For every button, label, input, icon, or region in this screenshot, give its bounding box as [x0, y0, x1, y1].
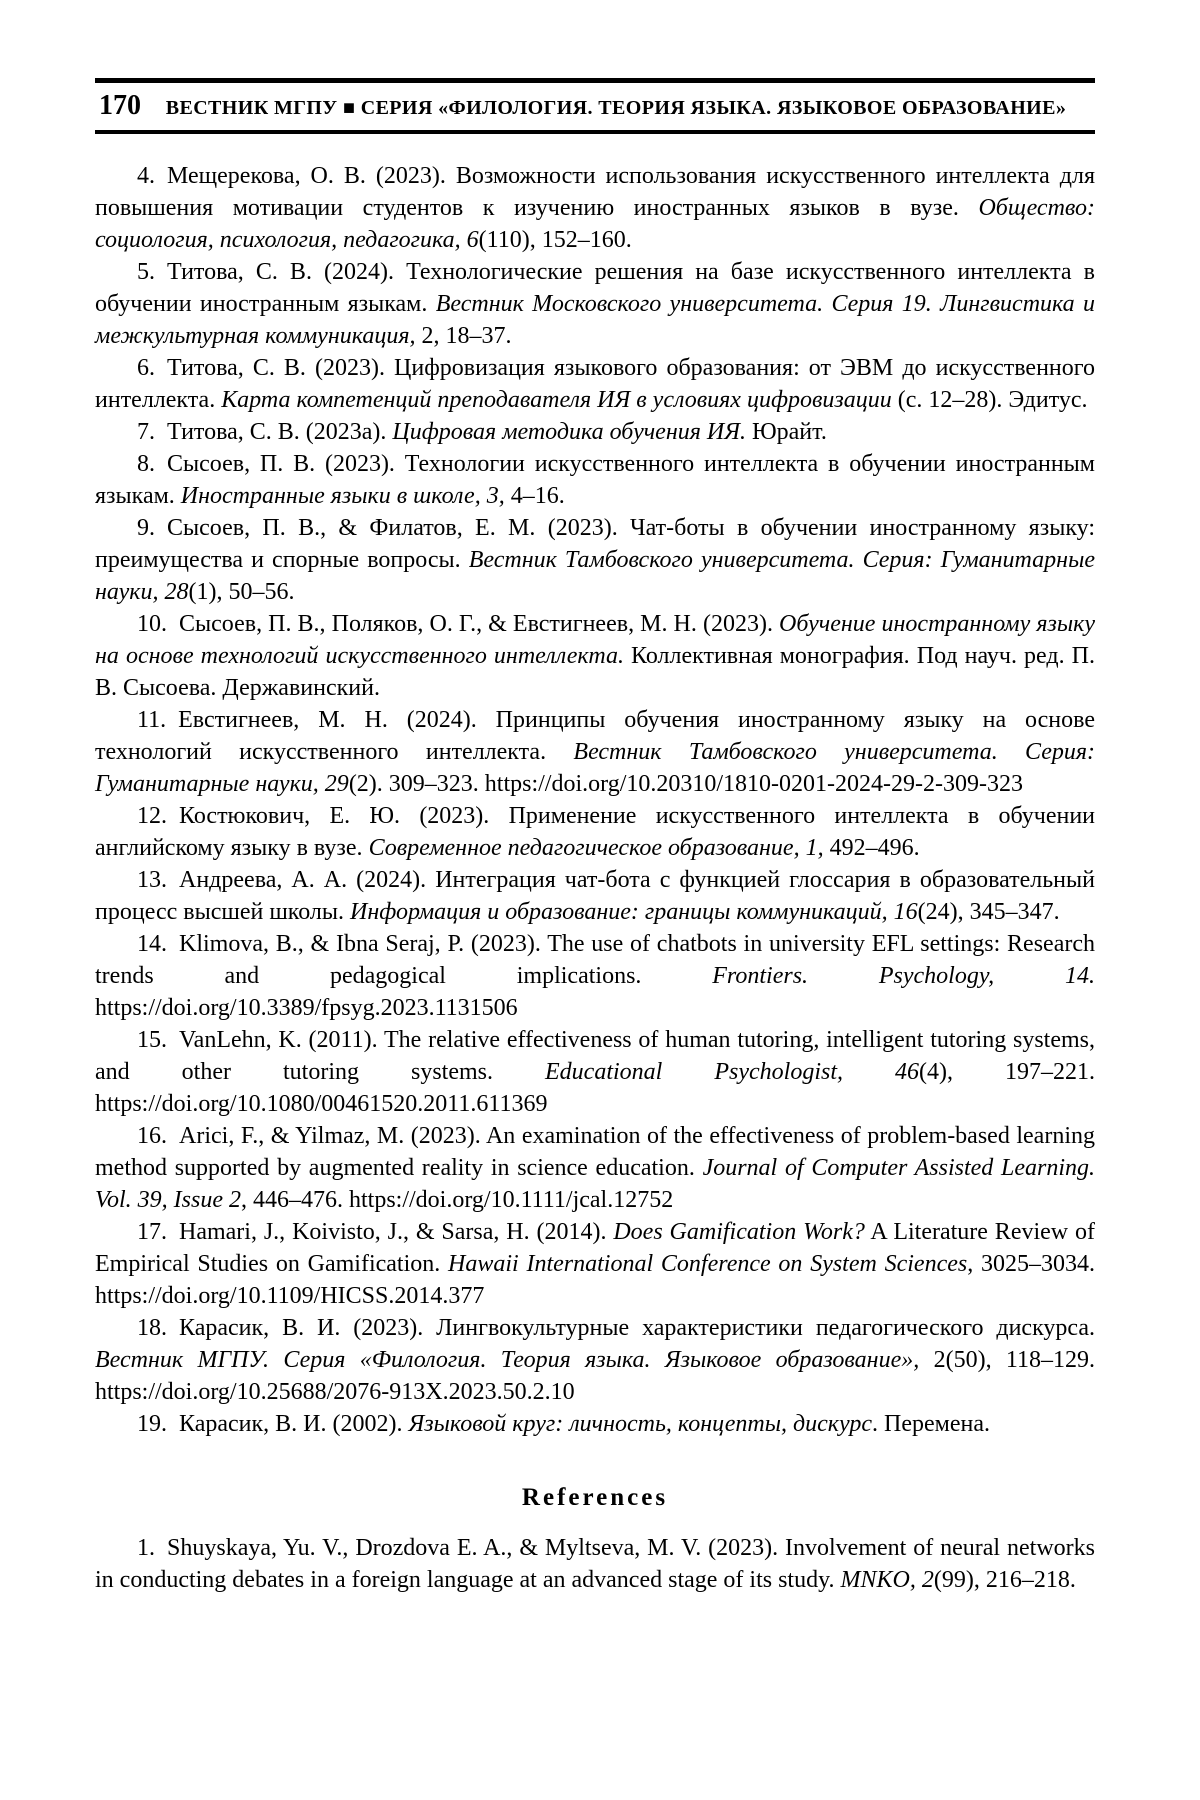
reference-segment-italic: Общество: социология, психология, педагогика, 6 [95, 195, 1095, 253]
reference-segment-italic: Языковой круг: личность, концепты, дискурс [408, 1411, 872, 1437]
reference-item [95, 704, 1095, 800]
reference-segment: (с. 12–28). Эдитус. [891, 387, 1088, 413]
reference-item [95, 1408, 1095, 1440]
reference-number: 4. [137, 163, 167, 189]
reference-segment-italic: Современное педагогическое образование, 1, [368, 835, 824, 861]
reference-item [95, 928, 1095, 1024]
reference-segment: , 446–476. https://doi.org/10.1111/jcal.12752 [241, 1187, 674, 1213]
header-bottom-rule [95, 130, 1095, 134]
reference-segment: Андреева, А. А. (2024). Интеграция чат-бота с функцией глоссария в образовательный процесс высшей школы. [95, 867, 1095, 925]
reference-segment: Титова, С. В. (2024). Технологические решения на базе искусственного интеллекта в обучении иностранным языкам. [95, 259, 1095, 317]
reference-segment: 492–496. [823, 835, 920, 861]
reference-item [95, 512, 1095, 608]
reference-segment: Титова, С. В. (2023). Цифровизация языкового образования: от ЭВМ до искусственного интеллекта. [95, 355, 1095, 413]
reference-number: 15. [137, 1027, 179, 1053]
reference-segment: Костюкович, Е. Ю. (2023). Применение искусственного интеллекта в обучении английскому языку в вузе. [95, 803, 1095, 861]
reference-segment: Arici, F., & Yilmaz, M. (2023). An examination of the effectiveness of problem-based learning method supported by augmented reality in science education. [95, 1123, 1095, 1181]
reference-segment: (24), 345–347. [917, 899, 1060, 925]
reference-segment: (99), 216–218. [933, 1567, 1076, 1593]
reference-number: 12. [137, 803, 179, 829]
reference-item [95, 1216, 1095, 1312]
page-number: 170 [99, 90, 141, 121]
header-row [95, 83, 1095, 130]
reference-item [95, 448, 1095, 512]
reference-segment-italic: Иностранные языки в школе, 3, [180, 483, 505, 509]
reference-segment: https://doi.org/10.3389/fpsyg.2023.1131506 [95, 995, 518, 1021]
reference-item [95, 352, 1095, 416]
reference-segment: A Literature Review of Empirical Studies on Gamification. [95, 1219, 1095, 1277]
reference-item [95, 1312, 1095, 1408]
journal-series-title: ВЕСТНИК МГПУ ■ СЕРИЯ «ФИЛОЛОГИЯ. ТЕОРИЯ ЯЗЫКА. ЯЗЫКОВОЕ ОБРАЗОВАНИЕ» [165, 97, 1067, 119]
reference-segment: Klimova, B., & Ibna Seraj, P. (2023). The use of chatbots in university EFL settings: Research trends and pedagogical implications. [95, 931, 1095, 989]
reference-number: 8. [137, 451, 167, 477]
reference-item [95, 1024, 1095, 1120]
reference-segment-italic: Информация и образование: границы коммуникаций, 16 [350, 899, 918, 925]
reference-number: 18. [137, 1315, 179, 1341]
reference-segment: Титова, С. В. (2023а). [167, 419, 393, 445]
reference-segment: Hamari, J., Koivisto, J., & Sarsa, H. (2014). [179, 1219, 614, 1245]
reference-item [95, 256, 1095, 352]
reference-segment-italic: Карта компетенций преподавателя ИЯ в условиях цифровизации [221, 387, 892, 413]
bibliography-list [95, 160, 1095, 1440]
reference-segment: Коллективная монография. Под науч. ред. П. В. Сысоева. Державинский. [95, 643, 1095, 701]
reference-item [95, 416, 1095, 448]
reference-item [95, 1532, 1095, 1596]
reference-segment-italic: Вестник Тамбовского университета. Серия: Гуманитарные науки, 29 [95, 739, 1095, 797]
reference-item [95, 160, 1095, 256]
reference-segment-italic: Frontiers. Psychology, 14. [712, 963, 1095, 989]
reference-segment: (2). 309–323. https://doi.org/10.20310/1810-0201-2024-29-2-309-323 [348, 771, 1023, 797]
page-header [95, 78, 1095, 134]
reference-number: 5. [137, 259, 167, 285]
reference-segment: . Перемена. [872, 1411, 990, 1437]
reference-segment: , 3025–3034. https://doi.org/10.1109/HICSS.2014.377 [95, 1251, 1096, 1309]
reference-segment: Сысоев, П. В., & Филатов, Е. М. (2023). Чат-боты в обучении иностранному языку: преимущества и спорные вопросы. [95, 515, 1095, 573]
reference-segment: Сысоев, П. В., Поляков, О. Г., & Евстигнеев, М. Н. (2023). [179, 611, 780, 637]
reference-segment: Мещерекова, О. В. (2023). Возможности использования искусственного интеллекта для повышения мотивации студентов к изучению иностранных языков в вузе. [95, 163, 1095, 221]
reference-segment: Евстигнеев, М. Н. (2024). Принципы обучения иностранному языку на основе технологий искусственного интеллекта. [95, 707, 1095, 765]
reference-segment-italic: Journal of Computer Assisted Learning. Vol. 39, Issue 2 [95, 1155, 1096, 1213]
reference-segment: VanLehn, K. (2011). The relative effectiveness of human tutoring, intelligent tutoring systems, and other tutoring systems. [95, 1027, 1095, 1085]
reference-segment-italic: Цифровая методика обучения ИЯ. [392, 419, 746, 445]
reference-segment-italic: MNKO, 2 [840, 1567, 934, 1593]
reference-number: 9. [137, 515, 167, 541]
reference-number: 17. [137, 1219, 179, 1245]
reference-item [95, 800, 1095, 864]
reference-number: 11. [137, 707, 179, 733]
reference-item [95, 608, 1095, 704]
reference-item [95, 1120, 1095, 1216]
reference-segment: (110), 152–160. [478, 227, 632, 253]
reference-segment-italic: Вестник МГПУ. Серия «Филология. Теория языка. Языковое образование», [95, 1347, 920, 1373]
reference-segment: 2(50), 118–129. https://doi.org/10.25688/2076-913X.2023.50.2.10 [95, 1347, 1096, 1405]
reference-segment: Карасик, В. И. (2023). Лингвокультурные характеристики педагогического дискурса. [179, 1315, 1095, 1341]
references-heading: References [521, 1484, 669, 1511]
reference-segment: Сысоев, П. В. (2023). Технологии искусственного интеллекта в обучении иностранным языкам. [95, 451, 1095, 509]
reference-segment: Shuyskaya, Yu. V., Drozdova E. A., & Myltseva, M. V. (2023). Involvement of neural networks in conducting debates in a foreign language at an advanced stage of its study. [95, 1535, 1095, 1593]
reference-segment-italic: Обучение иностранному языку на основе технологий искусственного интеллекта. [95, 611, 1095, 669]
reference-segment: Юрайт. [745, 419, 827, 445]
reference-number: 13. [137, 867, 179, 893]
reference-segment: Карасик, В. И. (2002). [179, 1411, 409, 1437]
reference-segment: 2, 18–37. [415, 323, 512, 349]
reference-segment: (4), 197–221. https://doi.org/10.1080/00461520.2011.611369 [95, 1059, 1096, 1117]
reference-number: 1. [137, 1535, 167, 1561]
reference-number: 7. [137, 419, 167, 445]
reference-number: 19. [137, 1411, 179, 1437]
reference-number: 6. [137, 355, 167, 381]
reference-segment-italic: Does Gamification Work? [613, 1219, 865, 1245]
reference-item [95, 864, 1095, 928]
reference-segment: 4–16. [504, 483, 565, 509]
references-list [95, 1532, 1095, 1596]
reference-number: 16. [137, 1123, 179, 1149]
reference-segment-italic: Вестник Московского университета. Серия 19. Лингвистика и межкультурная коммуникация, [95, 291, 1095, 349]
reference-number: 10. [137, 611, 179, 637]
reference-segment-italic: Hawaii International Conference on System Sciences [448, 1251, 968, 1277]
reference-number: 14. [137, 931, 179, 957]
reference-segment-italic: Educational Psychologist, 46 [545, 1059, 920, 1085]
reference-segment-italic: Вестник Тамбовского университета. Серия: Гуманитарные науки, 28 [95, 547, 1095, 605]
reference-segment: (1), 50–56. [188, 579, 295, 605]
